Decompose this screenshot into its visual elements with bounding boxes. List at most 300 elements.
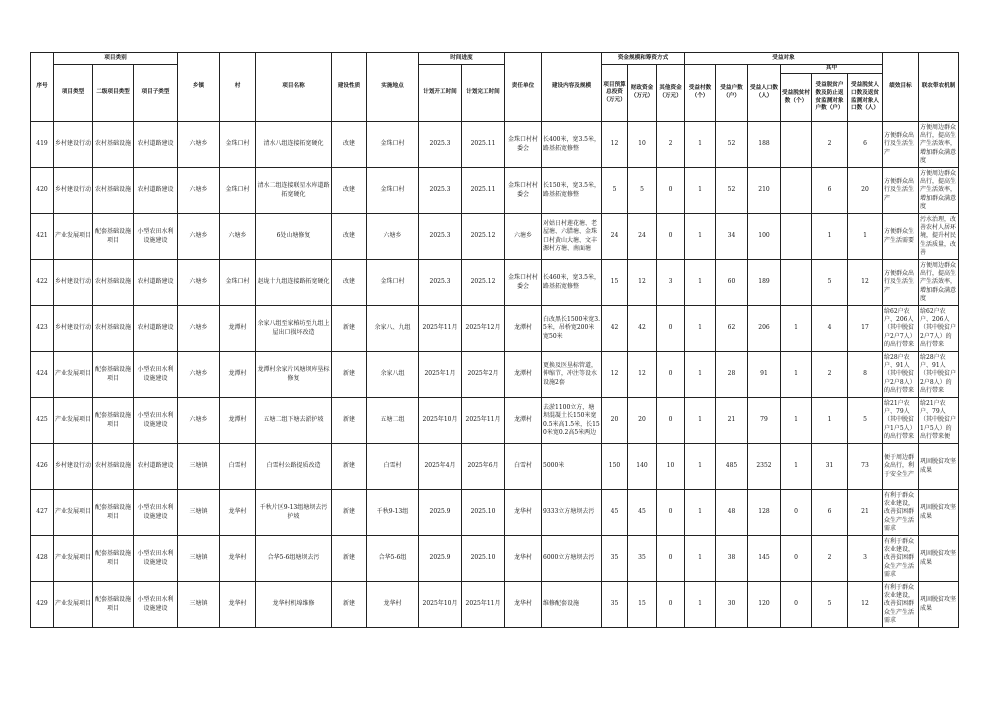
cell-poor-households: 2 <box>812 536 848 582</box>
cell-project-name: 五塘二组下塘去淤护坡 <box>256 398 332 444</box>
table-row <box>31 444 959 490</box>
cell-village: 龙华村 <box>220 582 256 628</box>
header-project-type: 项目类型 <box>54 65 93 122</box>
cell-town: 六塘乡 <box>178 122 220 168</box>
cell-project-name: 合华5-6组塘坝去污 <box>256 536 332 582</box>
cell-responsible-unit: 六塘乡 <box>505 214 542 260</box>
header-project-category: 项目类别 <box>54 53 178 65</box>
cell-project-type: 产业发展项目 <box>54 536 93 582</box>
cell-responsible-unit: 金珠口村村委会 <box>505 260 542 306</box>
cell-sub-type: 小型农田水利设施建设 <box>134 398 178 444</box>
cell-plan-end: 2025.12 <box>462 260 505 306</box>
cell-secondary-type: 农村基础设施 <box>93 444 134 490</box>
cell-budget-total: 5 <box>602 168 628 214</box>
cell-project-name: 白雪村公路提质改造 <box>256 444 332 490</box>
cell-sub-type: 农村道路建设 <box>134 306 178 352</box>
header-location: 实施地点 <box>367 53 419 122</box>
header-content-scale: 建设内容及规模 <box>542 53 602 122</box>
cell-construction-nature: 新建 <box>332 444 367 490</box>
cell-benefit-population: 210 <box>748 168 781 214</box>
table-row <box>31 490 959 536</box>
cell-town: 六塘乡 <box>178 168 220 214</box>
header-other-funds: 其他资金（万元） <box>657 65 685 122</box>
header-benefit-villages: 受益村数（个） <box>685 65 716 122</box>
header-village: 村 <box>220 53 256 122</box>
cell-plan-end: 2025年12月 <box>462 306 505 352</box>
cell-fiscal-funds: 15 <box>628 582 657 628</box>
cell-plan-start: 2025年4月 <box>419 444 462 490</box>
cell-sub-type: 农村道路建设 <box>134 122 178 168</box>
cell-benefit-villages: 1 <box>685 352 716 398</box>
cell-performance-goal: 方便群众出行及生活生产 <box>883 168 919 214</box>
cell-village: 金珠口村 <box>220 122 256 168</box>
cell-responsible-unit: 金珠口村村委会 <box>505 122 542 168</box>
cell-village: 龙华村 <box>220 536 256 582</box>
project-table <box>30 52 959 628</box>
table-row <box>31 214 959 260</box>
cell-project-type: 产业发展项目 <box>54 582 93 628</box>
cell-construction-nature: 新建 <box>332 490 367 536</box>
header-responsible-unit: 责任单位 <box>505 53 542 122</box>
cell-location: 金珠口村 <box>367 168 419 214</box>
cell-sub-type: 农村道路建设 <box>134 444 178 490</box>
cell-construction-nature: 改建 <box>332 168 367 214</box>
cell-town: 三塘镇 <box>178 582 220 628</box>
cell-budget-total: 15 <box>602 260 628 306</box>
cell-poor-population: 6 <box>848 122 883 168</box>
cell-budget-total: 12 <box>602 352 628 398</box>
cell-content-scale: 长150米，宽3.5米，路基拓宽修整 <box>542 168 602 214</box>
cell-performance-goal: 便于周边群众出行，利于安全生产 <box>883 444 919 490</box>
cell-construction-nature: 新建 <box>332 306 367 352</box>
cell-village: 金珠口村 <box>220 168 256 214</box>
cell-benefit-population: 91 <box>748 352 781 398</box>
cell-benefit-villages: 1 <box>685 214 716 260</box>
cell-content-scale: 对姑日村莲花塘、老屋塘、六腊塘、金珠口村黄山大塘、文丰源村方塘、南面塘 <box>542 214 602 260</box>
cell-poor-households: 1 <box>812 398 848 444</box>
cell-benefit-population: 100 <box>748 214 781 260</box>
cell-project-type: 乡村建设行动 <box>54 122 93 168</box>
cell-performance-goal: 方便群众出行及生活生产 <box>883 260 919 306</box>
header-project-name: 项目名称 <box>256 53 332 122</box>
cell-benefit-population: 189 <box>748 260 781 306</box>
cell-benefit-villages: 1 <box>685 168 716 214</box>
table-row <box>31 398 959 444</box>
cell-responsible-unit: 白雪村 <box>505 444 542 490</box>
cell-responsible-unit: 龙华村 <box>505 536 542 582</box>
table-row <box>31 582 959 628</box>
cell-plan-end: 2025年6月 <box>462 444 505 490</box>
cell-poor-population: 12 <box>848 582 883 628</box>
cell-seq: 420 <box>31 168 54 214</box>
header-linkage-mechanism: 联农带农机制 <box>919 53 959 122</box>
cell-seq: 424 <box>31 352 54 398</box>
cell-other-funds: 0 <box>657 536 685 582</box>
cell-project-type: 乡村建设行动 <box>54 444 93 490</box>
cell-village: 六塘乡 <box>220 214 256 260</box>
header-budget-total: 项目预算总投资（万元） <box>602 65 628 122</box>
cell-poor-households: 2 <box>812 122 848 168</box>
header-plan-end: 计划完工时间 <box>462 65 505 122</box>
cell-plan-start: 2025.3 <box>419 168 462 214</box>
cell-other-funds: 0 <box>657 398 685 444</box>
cell-other-funds: 2 <box>657 122 685 168</box>
cell-project-name: 余家八组至家椿坊至九组上屋出口损坏改造 <box>256 306 332 352</box>
cell-fiscal-funds: 10 <box>628 122 657 168</box>
cell-content-scale: 去淤1100立方，塘坝混凝土长150米宽0.5米高1.5米，长150米宽0.2高5米两边 <box>542 398 602 444</box>
cell-project-name: 赵垅十九组连接路拓宽硬化 <box>256 260 332 306</box>
cell-poor-households: 31 <box>812 444 848 490</box>
table-row <box>31 260 959 306</box>
cell-linkage-mechanism: 巩固脱贫攻坚成果 <box>919 582 959 628</box>
cell-seq: 423 <box>31 306 54 352</box>
cell-project-name: 清水二组连接联星水库道路拓宽硬化 <box>256 168 332 214</box>
cell-performance-goal: 给62户农户、206人（其中脱贫户2户7人）的出行带来 <box>883 306 919 352</box>
cell-town: 六塘乡 <box>178 352 220 398</box>
header-time-progress: 时间进度 <box>419 53 505 65</box>
cell-fiscal-funds: 20 <box>628 398 657 444</box>
cell-content-scale: 长460米，宽3.5米，路基拓宽修整 <box>542 260 602 306</box>
cell-town: 六塘乡 <box>178 306 220 352</box>
cell-benefit-population: 145 <box>748 536 781 582</box>
cell-project-name: 龙潭村余家片风塘坝库垦标修复 <box>256 352 332 398</box>
table-row <box>31 168 959 214</box>
cell-linkage-mechanism: 巩固脱贫攻坚成果 <box>919 490 959 536</box>
cell-seq: 426 <box>31 444 54 490</box>
cell-other-funds: 0 <box>657 352 685 398</box>
header-performance-goal: 绩效目标 <box>883 53 919 122</box>
table-body <box>31 122 959 628</box>
cell-responsible-unit: 龙华村 <box>505 582 542 628</box>
header-town: 乡镇 <box>178 53 220 122</box>
cell-benefit-households: 21 <box>716 398 748 444</box>
cell-benefit-households: 62 <box>716 306 748 352</box>
cell-town: 三塘镇 <box>178 536 220 582</box>
cell-other-funds: 0 <box>657 490 685 536</box>
cell-performance-goal: 方便群众生产生活需要 <box>883 214 919 260</box>
cell-poor-households: 5 <box>812 260 848 306</box>
cell-linkage-mechanism: 方便周边群众出行，提高生产生活效率，增加群众满意度 <box>919 122 959 168</box>
cell-secondary-type: 农村基础设施 <box>93 260 134 306</box>
cell-poor-villages: 0 <box>781 536 812 582</box>
cell-budget-total: 150 <box>602 444 628 490</box>
cell-performance-goal: 给28户农户、91人（其中脱贫户2户8人）的出行带来 <box>883 352 919 398</box>
cell-poor-villages <box>781 168 812 214</box>
cell-other-funds: 0 <box>657 306 685 352</box>
cell-sub-type: 农村道路建设 <box>134 260 178 306</box>
cell-fiscal-funds: 42 <box>628 306 657 352</box>
cell-performance-goal: 方便群众出行及生活生产 <box>883 122 919 168</box>
cell-town: 三塘镇 <box>178 490 220 536</box>
cell-fiscal-funds: 12 <box>628 352 657 398</box>
table-row <box>31 122 959 168</box>
header-seq: 序号 <box>31 53 54 122</box>
cell-poor-households: 2 <box>812 352 848 398</box>
cell-plan-start: 2025年1月 <box>419 352 462 398</box>
cell-town: 三塘镇 <box>178 444 220 490</box>
cell-plan-end: 2025.12 <box>462 214 505 260</box>
cell-location: 龙华村 <box>367 582 419 628</box>
cell-construction-nature: 改建 <box>332 214 367 260</box>
cell-construction-nature: 改建 <box>332 122 367 168</box>
cell-poor-villages: 1 <box>781 444 812 490</box>
cell-poor-villages: 1 <box>781 306 812 352</box>
cell-benefit-households: 48 <box>716 490 748 536</box>
cell-sub-type: 小型农田水利设施建设 <box>134 582 178 628</box>
cell-project-type: 产业发展项目 <box>54 214 93 260</box>
cell-content-scale: 维修配套设施 <box>542 582 602 628</box>
cell-benefit-households: 485 <box>716 444 748 490</box>
cell-benefit-villages: 1 <box>685 582 716 628</box>
cell-benefit-villages: 1 <box>685 260 716 306</box>
cell-seq: 425 <box>31 398 54 444</box>
header-fiscal-funds: 财政资金（万元） <box>628 65 657 122</box>
cell-location: 余家八组 <box>367 352 419 398</box>
cell-benefit-households: 52 <box>716 122 748 168</box>
cell-plan-end: 2025.11 <box>462 122 505 168</box>
cell-construction-nature: 新建 <box>332 582 367 628</box>
cell-poor-population: 20 <box>848 168 883 214</box>
cell-secondary-type: 配套基础设施项目 <box>93 398 134 444</box>
cell-seq: 421 <box>31 214 54 260</box>
cell-other-funds: 0 <box>657 168 685 214</box>
cell-responsible-unit: 龙华村 <box>505 490 542 536</box>
cell-poor-villages <box>781 214 812 260</box>
cell-responsible-unit: 龙潭村 <box>505 398 542 444</box>
header-benefit-population: 受益人口数（人） <box>748 65 781 122</box>
cell-fiscal-funds: 24 <box>628 214 657 260</box>
cell-project-name: 千秋片区9-13组塘坝去污护坡 <box>256 490 332 536</box>
cell-location: 千秋9-13组 <box>367 490 419 536</box>
header-sub-type: 项目子类型 <box>134 65 178 122</box>
cell-village: 龙潭村 <box>220 352 256 398</box>
cell-content-scale: 5000米 <box>542 444 602 490</box>
cell-content-scale: 白改黑长1500米宽3.5米，吊桥宽200米宽50米 <box>542 306 602 352</box>
cell-location: 五塘二组 <box>367 398 419 444</box>
cell-sub-type: 小型农田水利设施建设 <box>134 352 178 398</box>
cell-seq: 427 <box>31 490 54 536</box>
cell-benefit-households: 52 <box>716 168 748 214</box>
cell-performance-goal: 给21户农户、79人（其中脱贫户1户5人）的出行带来 <box>883 398 919 444</box>
cell-seq: 422 <box>31 260 54 306</box>
cell-plan-start: 2025.3 <box>419 214 462 260</box>
cell-secondary-type: 农村基础设施 <box>93 168 134 214</box>
cell-benefit-villages: 1 <box>685 398 716 444</box>
cell-budget-total: 12 <box>602 122 628 168</box>
cell-construction-nature: 新建 <box>332 398 367 444</box>
cell-other-funds: 0 <box>657 214 685 260</box>
cell-location: 金珠口村 <box>367 260 419 306</box>
cell-plan-end: 2025年2月 <box>462 352 505 398</box>
table-row <box>31 306 959 352</box>
cell-poor-households: 6 <box>812 168 848 214</box>
cell-benefit-population: 2352 <box>748 444 781 490</box>
cell-benefit-villages: 1 <box>685 536 716 582</box>
header-among: 其中 <box>781 65 883 74</box>
cell-poor-villages <box>781 260 812 306</box>
header-benefit-households: 受益户数（户） <box>716 65 748 122</box>
cell-poor-population: 5 <box>848 398 883 444</box>
cell-village: 龙潭村 <box>220 398 256 444</box>
cell-benefit-villages: 1 <box>685 122 716 168</box>
cell-other-funds: 0 <box>657 582 685 628</box>
cell-plan-end: 2025.10 <box>462 490 505 536</box>
cell-seq: 428 <box>31 536 54 582</box>
cell-budget-total: 45 <box>602 490 628 536</box>
cell-responsible-unit: 金珠口村村委会 <box>505 168 542 214</box>
cell-location: 六塘乡 <box>367 214 419 260</box>
cell-poor-households: 5 <box>812 582 848 628</box>
header-construction-nature: 建设性质 <box>332 53 367 122</box>
table-row <box>31 352 959 398</box>
cell-project-type: 产业发展项目 <box>54 490 93 536</box>
cell-construction-nature: 改建 <box>332 260 367 306</box>
cell-linkage-mechanism: 巩固脱贫攻坚成果 <box>919 536 959 582</box>
cell-town: 六塘乡 <box>178 398 220 444</box>
cell-poor-villages <box>781 122 812 168</box>
cell-performance-goal: 有利于群众农业建设，改善贫困群众生产生活需求 <box>883 536 919 582</box>
cell-benefit-population: 206 <box>748 306 781 352</box>
cell-plan-start: 2025年10月 <box>419 398 462 444</box>
cell-project-type: 乡村建设行动 <box>54 306 93 352</box>
cell-poor-villages: 1 <box>781 398 812 444</box>
cell-poor-population: 17 <box>848 306 883 352</box>
cell-project-name: 6处山塘修复 <box>256 214 332 260</box>
cell-seq: 429 <box>31 582 54 628</box>
cell-other-funds: 3 <box>657 260 685 306</box>
cell-linkage-mechanism: 方便周边群众出行，提高生产生活效率，增加群众满意度 <box>919 168 959 214</box>
cell-secondary-type: 配套基础设施项目 <box>93 352 134 398</box>
cell-plan-start: 2025.3 <box>419 260 462 306</box>
cell-poor-population: 8 <box>848 352 883 398</box>
cell-linkage-mechanism: 巩固脱贫攻坚成果 <box>919 444 959 490</box>
cell-performance-goal: 有利于群众农业建设，改善贫困群众生产生活需求 <box>883 582 919 628</box>
cell-plan-start: 2025.3 <box>419 122 462 168</box>
cell-budget-total: 20 <box>602 398 628 444</box>
cell-linkage-mechanism: 污水治理，改善农村人居环境，提升村民生活质量，改善 <box>919 214 959 260</box>
cell-benefit-population: 79 <box>748 398 781 444</box>
cell-village: 金珠口村 <box>220 260 256 306</box>
header-poor-villages: 受益脱贫村数（个） <box>781 74 812 122</box>
cell-poor-households: 4 <box>812 306 848 352</box>
cell-construction-nature: 新建 <box>332 536 367 582</box>
cell-location: 金珠口村 <box>367 122 419 168</box>
cell-benefit-population: 120 <box>748 582 781 628</box>
cell-project-type: 产业发展项目 <box>54 352 93 398</box>
header-secondary-type: 二级项目类型 <box>93 65 134 122</box>
cell-plan-end: 2025年11月 <box>462 398 505 444</box>
cell-village: 白雪村 <box>220 444 256 490</box>
cell-secondary-type: 农村基础设施 <box>93 122 134 168</box>
cell-poor-population: 73 <box>848 444 883 490</box>
cell-fiscal-funds: 45 <box>628 490 657 536</box>
cell-project-name: 清水八组连接拓宽硬化 <box>256 122 332 168</box>
cell-benefit-villages: 1 <box>685 306 716 352</box>
cell-location: 白雪村 <box>367 444 419 490</box>
cell-benefit-population: 188 <box>748 122 781 168</box>
cell-budget-total: 35 <box>602 536 628 582</box>
cell-poor-households: 1 <box>812 214 848 260</box>
cell-linkage-mechanism: 给28户农户、91人（其中脱贫户2户8人）的出行带来 <box>919 352 959 398</box>
cell-budget-total: 24 <box>602 214 628 260</box>
cell-location: 合华5-6组 <box>367 536 419 582</box>
cell-sub-type: 小型农田水利设施建设 <box>134 490 178 536</box>
cell-project-type: 乡村建设行动 <box>54 168 93 214</box>
cell-poor-households: 6 <box>812 490 848 536</box>
cell-secondary-type: 配套基础设施项目 <box>93 490 134 536</box>
cell-performance-goal: 有利于群众农业建设，改善贫困群众生产生活需求 <box>883 490 919 536</box>
cell-project-type: 乡村建设行动 <box>54 260 93 306</box>
table-row <box>31 536 959 582</box>
cell-plan-start: 2025.9 <box>419 490 462 536</box>
cell-fiscal-funds: 12 <box>628 260 657 306</box>
cell-benefit-households: 34 <box>716 214 748 260</box>
cell-plan-end: 2025.11 <box>462 168 505 214</box>
cell-secondary-type: 配套基础设施项目 <box>93 536 134 582</box>
cell-benefit-population: 128 <box>748 490 781 536</box>
cell-benefit-villages: 1 <box>685 444 716 490</box>
cell-budget-total: 42 <box>602 306 628 352</box>
cell-poor-population: 21 <box>848 490 883 536</box>
cell-town: 六塘乡 <box>178 260 220 306</box>
cell-secondary-type: 配套基础设施项目 <box>93 582 134 628</box>
cell-village: 龙潭村 <box>220 306 256 352</box>
cell-sub-type: 小型农田水利设施建设 <box>134 214 178 260</box>
cell-budget-total: 35 <box>602 582 628 628</box>
cell-plan-end: 2025.10 <box>462 536 505 582</box>
cell-responsible-unit: 龙潭村 <box>505 352 542 398</box>
cell-poor-population: 1 <box>848 214 883 260</box>
header-funding: 资金规模和筹资方式 <box>602 53 685 65</box>
cell-fiscal-funds: 5 <box>628 168 657 214</box>
cell-responsible-unit: 龙潭村 <box>505 306 542 352</box>
cell-location: 余家八、九组 <box>367 306 419 352</box>
cell-secondary-type: 农村基础设施 <box>93 306 134 352</box>
cell-village: 龙华村 <box>220 490 256 536</box>
cell-project-name: 龙华村机埠维修 <box>256 582 332 628</box>
header-poor-households: 受益脱贫户数及防止返贫监测对象户数（户） <box>812 74 848 122</box>
cell-content-scale: 9333立方塘坝去污 <box>542 490 602 536</box>
cell-other-funds: 10 <box>657 444 685 490</box>
cell-construction-nature: 新建 <box>332 352 367 398</box>
cell-poor-villages: 0 <box>781 582 812 628</box>
cell-seq: 419 <box>31 122 54 168</box>
cell-benefit-households: 38 <box>716 536 748 582</box>
cell-benefit-villages: 1 <box>685 490 716 536</box>
cell-content-scale: 6000立方塘坝去污 <box>542 536 602 582</box>
cell-benefit-households: 60 <box>716 260 748 306</box>
cell-benefit-households: 28 <box>716 352 748 398</box>
cell-poor-population: 3 <box>848 536 883 582</box>
cell-plan-start: 2025.9 <box>419 536 462 582</box>
cell-secondary-type: 配套基础设施项目 <box>93 214 134 260</box>
header-plan-start: 计划开工时间 <box>419 65 462 122</box>
cell-sub-type: 小型农田水利设施建设 <box>134 536 178 582</box>
cell-project-type: 产业发展项目 <box>54 398 93 444</box>
header-beneficiaries: 受益对象 <box>685 53 883 65</box>
cell-linkage-mechanism: 方便周边群众出行，提高生产生活效率，增加群众满意度 <box>919 260 959 306</box>
header-poor-population: 受益脱贫人口数及返贫监测对象人口数（人） <box>848 74 883 122</box>
cell-poor-villages: 1 <box>781 352 812 398</box>
cell-content-scale: 更换及医垦标管道，伸缩节，冲注等设水设施2套 <box>542 352 602 398</box>
cell-content-scale: 长400米，宽3.5米，路基拓宽修整 <box>542 122 602 168</box>
cell-linkage-mechanism: 给21户农户、79人（其中脱贫户1户5人）的出行带来便 <box>919 398 959 444</box>
cell-sub-type: 农村道路建设 <box>134 168 178 214</box>
cell-fiscal-funds: 140 <box>628 444 657 490</box>
cell-linkage-mechanism: 给62户农户、206人（其中脱贫户2户7人）的出行带来 <box>919 306 959 352</box>
cell-fiscal-funds: 35 <box>628 536 657 582</box>
cell-plan-end: 2025年11月 <box>462 582 505 628</box>
